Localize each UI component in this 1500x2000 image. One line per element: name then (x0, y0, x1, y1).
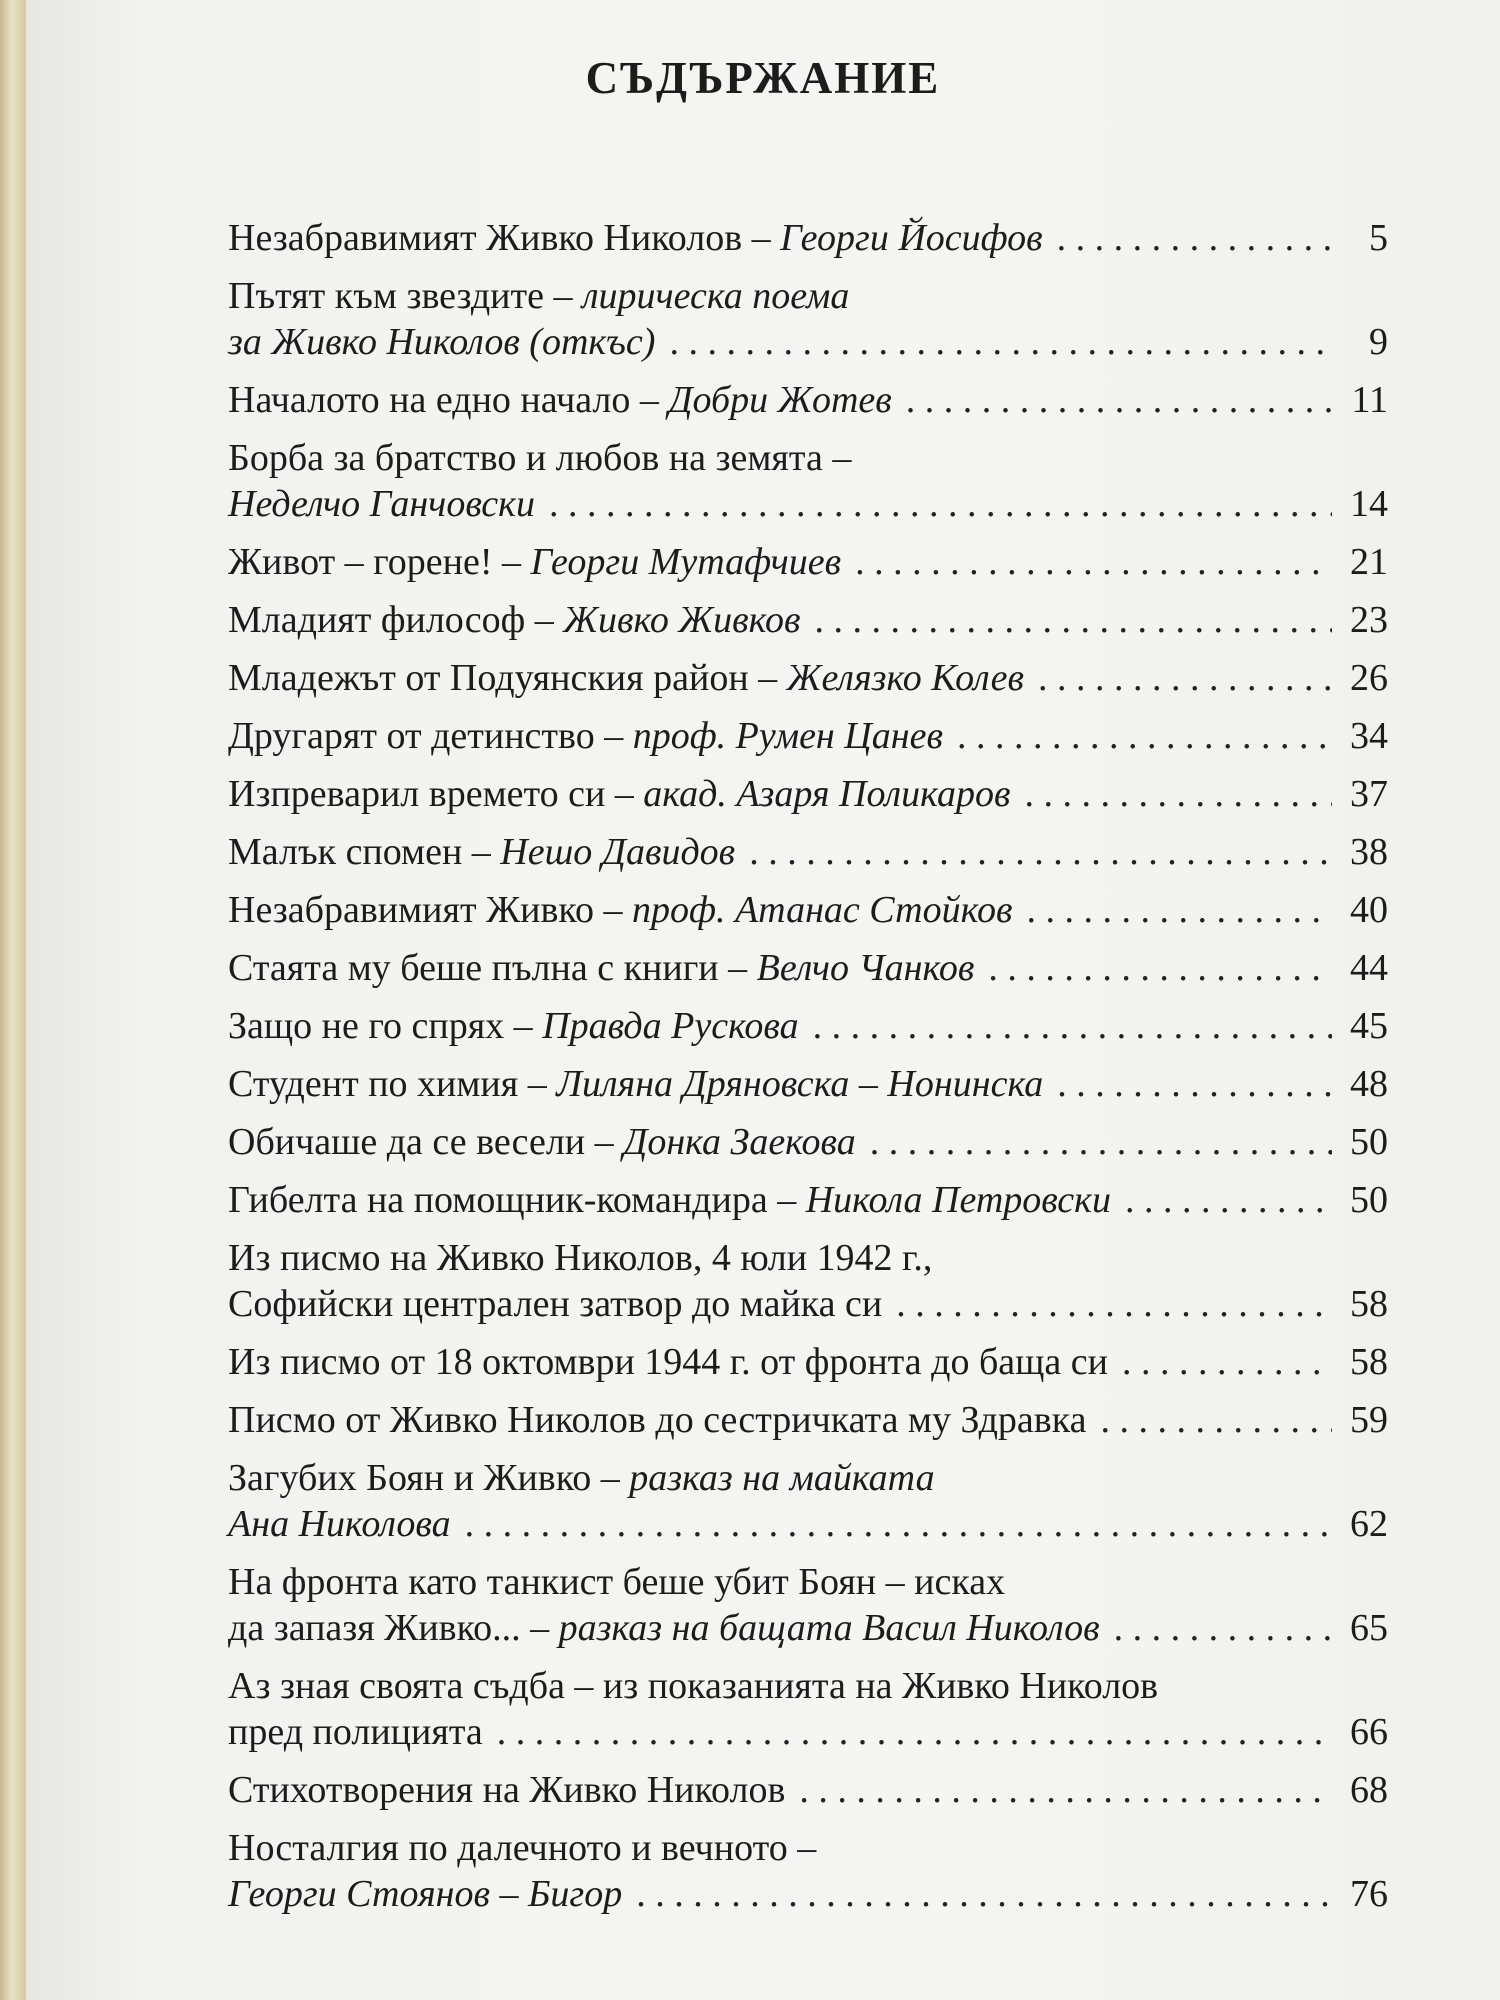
toc-entry-last-line (228, 1177, 1388, 1223)
toc-entry (228, 1235, 1388, 1327)
dot-leader (1057, 215, 1332, 261)
toc-entry-heading (228, 1767, 785, 1813)
dot-leader (549, 481, 1332, 527)
toc-entry-heading (228, 1605, 1100, 1651)
toc-entry-title-part: На фронта като танкист беше убит Боян – исках (228, 1561, 1006, 1603)
toc-entry-page-number: 23 (1350, 599, 1388, 641)
dot-leader (855, 539, 1332, 585)
dot-leader (1024, 771, 1332, 817)
toc-entry-title: Софийски централен затвор до майка си (228, 1283, 883, 1325)
toc-entry-last-line (228, 481, 1388, 527)
toc-entry-title: Младежът от Подуянския район – (228, 657, 787, 699)
toc-entry-title: Обичаше да се весели – (228, 1121, 624, 1163)
toc-entry-heading (228, 319, 655, 365)
toc-entry-last-line (228, 1119, 1388, 1165)
dot-leader (1026, 887, 1332, 933)
toc-entry-last-line (228, 1397, 1388, 1443)
toc-entry-author: Велчо Чанков (756, 947, 975, 989)
dot-leader (1122, 1339, 1332, 1385)
toc-entry-author: Ана Николова (228, 1503, 451, 1545)
toc-entry-last-line (228, 1501, 1388, 1547)
toc-entry-author-part: лирическа поема (581, 275, 850, 317)
dot-leader (799, 1767, 1332, 1813)
toc-entry-author: Лиляна Дряновска – Нонинска (556, 1063, 1044, 1105)
toc-entry-page-number: 34 (1350, 715, 1388, 757)
toc-entry-page-number: 37 (1350, 773, 1388, 815)
toc-entry-title-part: Борба за братство и любов на земята – (228, 437, 852, 479)
toc-entry-first-line (228, 1559, 1388, 1605)
dot-leader (988, 945, 1332, 991)
dot-leader (870, 1119, 1332, 1165)
dot-leader (1038, 655, 1332, 701)
toc-entry-last-line (228, 1767, 1388, 1813)
toc-entry-heading (228, 597, 801, 643)
toc-entry-title: Писмо от Живко Николов до сестричката му Здравка (228, 1399, 1087, 1441)
toc-entry-author: Правда Рускова (542, 1005, 799, 1047)
toc-entry-first-line (228, 1663, 1388, 1709)
toc-entry (228, 829, 1388, 875)
toc-entry-heading (228, 481, 535, 527)
toc-entry (228, 713, 1388, 759)
toc-entry-last-line (228, 1339, 1388, 1385)
toc-entry-title: Студент по химия – (228, 1063, 557, 1105)
toc-entry-first-line (228, 435, 1388, 481)
toc-entry-title: Малък спомен – (228, 831, 501, 873)
toc-entry-first-line (228, 1455, 1388, 1501)
dot-leader (1125, 1177, 1332, 1223)
toc-entry-last-line (228, 945, 1388, 991)
toc-entry (228, 597, 1388, 643)
toc-entry-heading (228, 1339, 1108, 1385)
toc-entry-page-number: 14 (1350, 483, 1388, 525)
dot-leader (497, 1709, 1332, 1755)
dot-leader (1057, 1061, 1332, 1107)
toc-entry-last-line (228, 319, 1388, 365)
toc-entry-author: Нешо Давидов (500, 831, 736, 873)
toc-entry-page-number: 9 (1369, 321, 1388, 363)
toc-entry-title-part: Загубих Боян и Живко – (228, 1457, 630, 1499)
toc-entry-page-number: 45 (1350, 1005, 1388, 1047)
toc-entry-heading (228, 713, 943, 759)
dot-leader (957, 713, 1332, 759)
dot-leader (1100, 1397, 1332, 1443)
toc-entry-heading (228, 215, 1043, 261)
dot-leader (669, 319, 1332, 365)
toc-entry-last-line (228, 215, 1388, 261)
table-of-contents (228, 215, 1388, 1929)
book-spine (0, 0, 26, 2000)
toc-entry-author: Георги Стоянов – Бигор (228, 1873, 623, 1915)
toc-entry-last-line (228, 887, 1388, 933)
toc-entry-author: Желязко Колев (786, 657, 1025, 699)
toc-entry-last-line (228, 1003, 1388, 1049)
toc-entry-title-part: Пътят към звездите – (228, 275, 582, 317)
toc-entry-title: да запазя Живко... – (228, 1607, 559, 1649)
dot-leader (465, 1501, 1332, 1547)
toc-entry-heading (228, 1871, 622, 1917)
toc-entry-title-part: Из писмо на Живко Николов, 4 юли 1942 г., (228, 1237, 933, 1279)
toc-entry (228, 539, 1388, 585)
dot-leader (636, 1871, 1332, 1917)
toc-entry-heading (228, 1281, 882, 1327)
toc-entry-last-line (228, 1709, 1388, 1755)
toc-entry-title-part: Аз зная своята съдба – из показанията на Живко Николов (228, 1665, 1159, 1707)
toc-entry-heading (228, 829, 735, 875)
toc-entry-title: Младият философ – (228, 599, 564, 641)
dot-leader (813, 1003, 1332, 1049)
toc-entry-page-number: 21 (1350, 541, 1388, 583)
toc-entry-page-number: 66 (1350, 1711, 1388, 1753)
toc-entry-author: Георги Йосифов (780, 217, 1043, 259)
toc-entry-last-line (228, 1605, 1388, 1651)
toc-entry-page-number: 50 (1350, 1121, 1388, 1163)
toc-entry-heading (228, 539, 841, 585)
toc-entry (228, 1767, 1388, 1813)
toc-entry-page-number: 50 (1350, 1179, 1388, 1221)
toc-entry-first-line (228, 273, 1388, 319)
toc-entry-author-part: разказ на майката (629, 1457, 935, 1499)
toc-entry-author: за Живко Николов (откъс) (228, 321, 656, 363)
toc-entry-author: разказ на бащата Васил Николов (558, 1607, 1100, 1649)
toc-entry-page-number: 58 (1350, 1341, 1388, 1383)
toc-entry-last-line (228, 1871, 1388, 1917)
toc-entry-title: Изпреварил времето си – (228, 773, 644, 815)
toc-entry-title: Из писмо от 18 октомври 1944 г. от фронта до баща си (228, 1341, 1108, 1383)
toc-entry-last-line (228, 655, 1388, 701)
toc-entry (228, 1061, 1388, 1107)
toc-entry-heading (228, 1501, 451, 1547)
toc-entry (228, 435, 1388, 527)
toc-entry-page-number: 62 (1350, 1503, 1388, 1545)
toc-entry-title: Незабравимият Живко Николов – (228, 217, 781, 259)
toc-entry-author: Живко Живков (563, 599, 801, 641)
toc-entry-page-number: 5 (1369, 217, 1388, 259)
toc-entry-page-number: 11 (1351, 379, 1388, 421)
dot-leader (815, 597, 1333, 643)
toc-entry-first-line (228, 1235, 1388, 1281)
toc-entry-page-number: 65 (1350, 1607, 1388, 1649)
toc-entry-title: Живот – горене! – (228, 541, 531, 583)
toc-entry-heading (228, 1397, 1086, 1443)
toc-entry-page-number: 68 (1350, 1769, 1388, 1811)
toc-entry (228, 1559, 1388, 1651)
toc-entry-title: пред полицията (228, 1711, 483, 1753)
toc-entry-last-line (228, 713, 1388, 759)
toc-entry-author: Никола Петровски (805, 1179, 1111, 1221)
toc-entry-page-number: 38 (1350, 831, 1388, 873)
toc-entry-title-part: Носталгия по далечното и вечното – (228, 1827, 817, 1869)
toc-entry-last-line (228, 377, 1388, 423)
toc-entry (228, 273, 1388, 365)
toc-entry-heading (228, 377, 892, 423)
toc-entry-title: Началото на едно начало – (228, 379, 669, 421)
toc-entry-author: проф. Атанас Стойков (631, 889, 1013, 931)
toc-entry-page-number: 76 (1350, 1873, 1388, 1915)
dot-leader (1114, 1605, 1332, 1651)
toc-entry (228, 215, 1388, 261)
toc-entry (228, 1119, 1388, 1165)
toc-entry (228, 945, 1388, 991)
toc-entry-title: Незабравимият Живко – (228, 889, 632, 931)
toc-entry (228, 887, 1388, 933)
toc-entry-heading (228, 887, 1012, 933)
toc-entry-page-number: 59 (1350, 1399, 1388, 1441)
toc-entry-author: проф. Румен Цанев (632, 715, 943, 757)
toc-entry-title: Гибелта на помощник-командира – (228, 1179, 806, 1221)
toc-entry-page-number: 44 (1350, 947, 1388, 989)
toc-entry-last-line (228, 829, 1388, 875)
toc-entry (228, 1825, 1388, 1917)
toc-entry-heading (228, 1003, 799, 1049)
toc-entry-last-line (228, 771, 1388, 817)
toc-entry-heading (228, 655, 1024, 701)
toc-entry-author: Георги Мутафчиев (530, 541, 842, 583)
toc-entry-heading (228, 945, 974, 991)
toc-entry-title: Стихотворения на Живко Николов (228, 1769, 786, 1811)
toc-entry-author: акад. Азаря Поликаров (643, 773, 1011, 815)
toc-entry-author: Добри Жотев (668, 379, 892, 421)
toc-entry (228, 377, 1388, 423)
toc-entry-title: Другарят от детинство – (228, 715, 633, 757)
toc-entry (228, 1663, 1388, 1755)
page (26, 0, 1500, 2000)
toc-entry-title: Защо не го спрях – (228, 1005, 543, 1047)
toc-entry-last-line (228, 1281, 1388, 1327)
toc-entry (228, 1003, 1388, 1049)
toc-entry-heading (228, 1061, 1043, 1107)
toc-entry (228, 655, 1388, 701)
toc-entry-heading (228, 1119, 856, 1165)
toc-entry (228, 771, 1388, 817)
dot-leader (906, 377, 1332, 423)
toc-entry-last-line (228, 539, 1388, 585)
toc-entry-page-number: 26 (1350, 657, 1388, 699)
toc-entry-last-line (228, 597, 1388, 643)
toc-entry-author: Донка Заекова (623, 1121, 856, 1163)
toc-entry (228, 1177, 1388, 1223)
toc-entry-heading (228, 1177, 1111, 1223)
toc-entry (228, 1339, 1388, 1385)
toc-entry-heading (228, 771, 1010, 817)
toc-entry-author: Неделчо Ганчовски (228, 483, 535, 525)
toc-entry (228, 1455, 1388, 1547)
page-title: СЪДЪРЖАНИЕ (585, 53, 941, 103)
toc-entry-first-line (228, 1825, 1388, 1871)
toc-entry-last-line (228, 1061, 1388, 1107)
toc-entry-heading (228, 1709, 483, 1755)
dot-leader (749, 829, 1332, 875)
toc-entry-page-number: 58 (1350, 1283, 1388, 1325)
toc-entry-page-number: 40 (1350, 889, 1388, 931)
toc-entry-page-number: 48 (1350, 1063, 1388, 1105)
dot-leader (896, 1281, 1332, 1327)
toc-entry (228, 1397, 1388, 1443)
toc-entry-title: Стаята му беше пълна с книги – (228, 947, 757, 989)
